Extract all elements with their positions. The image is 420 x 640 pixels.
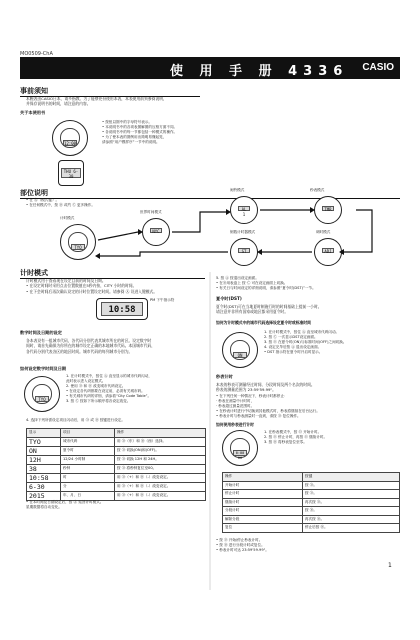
adjust-note — [26, 418, 206, 423]
stopwatch-bullet: · 秒表在测量中计时时， — [216, 399, 255, 403]
digital-set-heading: 如何设定数字时间及日期 — [20, 366, 67, 371]
watch-dst — [222, 332, 258, 368]
table-cell: 按 Ⓓ 切换 12H 和 24H。 — [115, 455, 206, 464]
right-footer-line: • 按 Ⓑ 进行分段计时或复位。 — [216, 543, 265, 547]
stopwatch-step: 1. 在秒表模式中，按 Ⓓ 开始计时。 — [264, 430, 322, 434]
doc-code: MO0509-ChA — [20, 51, 53, 57]
table-cell: 继续计时 — [223, 498, 303, 507]
dst-step: 4. 设定完毕后按 Ⓐ 退出设定画面。 — [264, 345, 322, 349]
intro-line-1: 本腕表由CASIO日本，请多指教。为了能够充份使用本表，本表使用前须参阅说明， — [26, 96, 167, 101]
table-header: 按键 — [303, 473, 400, 482]
table-row — [223, 498, 400, 507]
label-countdown: 倒数计时器模式 — [230, 230, 256, 234]
label-set: 调时模式 — [316, 230, 331, 234]
table-cell: 停止计时 — [223, 490, 303, 499]
digital-step: 此时表示进入设定模式。 — [66, 379, 106, 383]
watch-lcd: AL 1 — [238, 206, 249, 211]
table-cell: 用 Ⓓ（+）和 Ⓑ（-）改变设定。 — [115, 482, 206, 491]
digital-step: 2. 使用 Ⓓ 和 Ⓑ 改变城市代码设定。 — [66, 384, 126, 388]
right-step: • 在Ⓑ用表盘上 按 Ⓒ 可在设定画面上切换。 — [216, 281, 288, 285]
watch-lcd: TYO — [35, 396, 50, 402]
digital-steps — [66, 374, 206, 404]
table-note: • 在本时间及日期设定后，按 Ⓐ 返回计时模式。 — [26, 500, 104, 504]
watch-lcd: TMR — [322, 206, 333, 211]
digital-step: 1. 在计时模式中，按住 Ⓐ 直至显示的城市代码闪动， — [66, 374, 152, 378]
timekeeping-line: 计时模式用于查看现在设定目前的时间及日期。 — [26, 278, 106, 283]
table-cell-display: 10:58 — [27, 473, 61, 482]
table-row — [27, 491, 206, 500]
digital-step: 3. 按 Ⓒ 按如下所示顺序将各设定改变。 — [66, 399, 131, 403]
watch-stopwatch-illustration — [222, 430, 258, 466]
table-cell: 年、月、日 — [61, 491, 115, 500]
arrow-head — [138, 229, 143, 235]
table-header: 显示 — [27, 429, 61, 438]
table-cell: 城市代码 — [61, 437, 115, 446]
table-row — [27, 446, 206, 455]
digital-step: • 在设定各代码都要在设定前，必须有关城市码。 — [66, 389, 145, 393]
timekeeping-lcd: 10:58 — [101, 302, 143, 316]
stopwatch-heading: 秒表计时 — [216, 374, 233, 379]
stopwatch-bullet: · 秒表超过测量范围时。 — [216, 404, 255, 408]
stopwatch-bullet: • 秒表计时与秒表测量时一直到，请按 Ⓓ 复位操作。 — [216, 414, 301, 418]
arrow-head — [310, 207, 315, 213]
set-time-line: 各代码分别代表各区的地区时间。城市代码的每列城市分别为。 — [26, 348, 133, 354]
modes-heading: 部位说明 — [20, 188, 400, 199]
label-world-time: 世界时间模式 — [140, 210, 162, 214]
stopwatch-subheading: 如何使用秒表进行计时 — [216, 422, 254, 427]
table-cell: 复位 — [223, 524, 303, 533]
intro-line-2: 并保存说明书的时间，请注意的内容。 — [26, 101, 91, 107]
pm-indicator-label: PM 下午指示符 — [150, 298, 175, 302]
crown-bullet: 请参照“用户模样序”一节中的说明。 — [102, 140, 160, 144]
table-note: 星期数据将自动变化。 — [26, 505, 62, 509]
dst-line: 夏令时(DST)可在当地夏时制施行时的时间基础上提前一小时。 — [216, 304, 322, 309]
dst-line: 请注意并非所有国家或地区都采用夏令时。 — [216, 309, 289, 315]
table-cell: 按 Ⓓ。 — [303, 481, 400, 490]
watch-lcd: 12:00 — [63, 140, 77, 146]
label-stopwatch: 秒表模式 — [310, 188, 325, 192]
table-header: 操作 — [115, 429, 206, 438]
right-steps — [216, 276, 400, 291]
table-cell: 停止后按 Ⓑ。 — [303, 524, 400, 533]
watch-lcd-display — [96, 298, 148, 320]
arrow-head — [257, 249, 262, 255]
table-header-row — [223, 473, 400, 482]
crown-heading: 关于本使用书 — [20, 110, 46, 115]
table-cell-display: ON — [27, 446, 61, 455]
stopwatch-step: 3. 按 Ⓑ 将秒表复位至零。 — [264, 440, 307, 444]
stopwatch-line: 秒表的测量范围为 23:59'59.99"。 — [216, 387, 276, 393]
modes-note: • 在 Ⓐ（模式键）。 — [26, 198, 60, 202]
dst-step: 2. 按 Ⓒ 一次显示DST设定画面。 — [264, 335, 318, 339]
right-step: • 有关日与时间设定的详细说明，请参照“夏令时(DST)”一节。 — [216, 286, 316, 290]
table-notes — [26, 500, 206, 510]
table-row — [223, 507, 400, 516]
stopwatch-body — [216, 382, 400, 393]
watch-lcd: NYC — [150, 228, 161, 233]
table-row — [223, 524, 400, 533]
watch-lcd: ON — [233, 352, 248, 358]
stopwatch-bullets — [216, 394, 400, 419]
arrow-head — [95, 253, 100, 259]
manual-title: 使 用 手 册 4336 — [170, 64, 349, 79]
settings-table — [26, 428, 206, 501]
table-cell-display: 6-30 — [27, 482, 61, 491]
table-header: 操作 — [223, 473, 303, 482]
arrow-segment — [344, 210, 372, 252]
stopwatch-step: 2. 按 Ⓓ 停止计时，再按 Ⓓ 继续计时。 — [264, 435, 328, 439]
watch-lcd-2: THU 6-30 — [61, 168, 80, 178]
watch-lcd: TYO — [71, 244, 86, 250]
right-footer-line: • 秒表计时可达 23:59'59.99"。 — [216, 548, 269, 552]
stopwatch-steps — [264, 430, 400, 445]
set-time-line: 间时，请首先确保为你所在的城市设定正确的本地城市代码。本国城市代码， — [26, 343, 156, 349]
table-cell: 分段计时 — [223, 507, 303, 516]
table-cell: 开始计时 — [223, 481, 303, 490]
stopwatch-table — [222, 472, 400, 533]
table-cell-display: 12H — [27, 455, 61, 464]
table-cell-display: TYO — [27, 437, 61, 446]
crown-bullet: • 按钮以图中的字母符号表示。 — [102, 120, 152, 124]
table-cell: 12/24 小时制 — [61, 455, 115, 464]
stopwatch-line: 本表的秒表可测量经过时间、分段时间及两个名次的时间。 — [216, 382, 315, 387]
table-cell: 用 Ⓓ（+）和 Ⓑ（-）改变设定。 — [115, 473, 206, 482]
table-cell: 秒钟 — [61, 464, 115, 473]
crown-bullet: • 为了使本表的图例用出简明易懂起见， — [102, 135, 167, 139]
digital-step: • 有关城市代码的详细，请参看“City Code Table”。 — [66, 394, 152, 398]
table-cell: 夏令时 — [61, 446, 115, 455]
right-step: 5. 按 Ⓐ 按退出设定画面。 — [216, 276, 259, 280]
table-cell: 用 Ⓓ（东）和 Ⓑ（西）选择。 — [115, 437, 206, 446]
adjust-note-line: 4. 选择下列所需设定项目闪动后，用 Ⓓ 或 Ⓑ 按键进行设定。 — [26, 418, 125, 422]
table-cell-display: 2015 — [27, 491, 61, 500]
crown-bullet: • 各说明书中的每一节都包括一种模式的操作。 — [102, 130, 178, 134]
table-row — [27, 464, 206, 473]
set-time-heading: 数字时间及日期的设定 — [20, 330, 62, 335]
right-footer-line: • 按 Ⓓ 开始/停止秒表计时。 — [216, 538, 263, 542]
label-timekeeping: 计时模式 — [60, 216, 75, 220]
arrow-segment — [100, 252, 228, 256]
page-number: 1 — [388, 562, 392, 569]
table-header: 项目 — [61, 429, 115, 438]
set-time-body — [26, 338, 206, 354]
table-cell: 按 Ⓓ 将秒钟复位至00。 — [115, 464, 206, 473]
intro-heading: 事前须知 — [20, 86, 200, 97]
table-cell: 用 Ⓓ（+）和 Ⓑ（-）改变设定。 — [115, 491, 206, 500]
watch-lcd: ADJ — [322, 248, 333, 253]
table-cell: 分 — [61, 482, 115, 491]
timekeeping-heading: 计时模式 — [20, 268, 205, 279]
table-cell: 时 — [61, 473, 115, 482]
dst-step: 3. 按 Ⓓ 在夏令时(ON)与标准时间(OFF)之间切换。 — [264, 340, 347, 344]
table-cell: 再次按 Ⓑ。 — [303, 515, 400, 524]
arrow-head — [339, 249, 344, 255]
table-cell: 按 Ⓓ 切换(ON)和(OFF)。 — [115, 446, 206, 455]
stopwatch-bullet: • 在秒表计时进行中切换到其他模式时，秒表将继续在后台运行。 — [216, 409, 320, 413]
modes-note: • 在任何模式中，按 Ⓑ 或约 Ⓒ 更多操作。 — [26, 203, 95, 207]
brand-logo: CASIO — [362, 62, 394, 73]
table-row — [223, 490, 400, 499]
table-row — [27, 455, 206, 464]
watch-lcd: 0:00 00 — [233, 450, 248, 456]
right-footer — [216, 538, 400, 553]
table-cell: 再次按 Ⓓ。 — [303, 498, 400, 507]
watch-set-illustration — [24, 376, 60, 412]
watch-lcd: ST — [238, 248, 249, 253]
dst-body — [216, 304, 400, 315]
arrow-segment — [98, 232, 138, 240]
table-row — [223, 515, 400, 524]
dst-subheading: 如何为计时模式中的城市代码选择设定夏令时或标准时间 — [216, 320, 311, 325]
table-cell: 解除分段 — [223, 515, 303, 524]
table-cell: 按 Ⓑ。 — [303, 507, 400, 516]
timekeeping-line: • 在设定时间时采用点击位置数值在5秒内按，CITY 小时的时间。 — [26, 283, 137, 289]
arrow-head — [226, 209, 231, 215]
table-header-row — [27, 429, 206, 438]
table-row — [223, 481, 400, 490]
table-row — [27, 473, 206, 482]
crown-bullet: • 本说明书中的各项表图解图的压格方面不同。 — [102, 125, 178, 129]
dst-step: 1. 在计时模式中，按住 Ⓐ 直至城市代码闪动。 — [264, 330, 340, 334]
label-alarm: 闹铃模式 — [230, 188, 245, 192]
dst-steps — [264, 330, 400, 355]
dst-heading: 夏令时(DST) — [216, 296, 242, 301]
table-row — [27, 437, 206, 446]
set-time-line: 各本表设有一组城市代码，各代码分别代表其城市所在的时区。设定数字时 — [26, 338, 152, 343]
table-row — [27, 482, 206, 491]
dst-step: • DST 指示符在夏令时开启时显示。 — [264, 350, 323, 354]
timekeeping-body — [26, 278, 206, 294]
table-cell: 按 Ⓓ。 — [303, 490, 400, 499]
arrow-segment — [172, 212, 226, 232]
timekeeping-line: • 在下会时间后再次确认设定的计时位置设定时间。请参阅 Ⓐ 设进入键模式。 — [26, 288, 158, 294]
table-cell-display: 38 — [27, 464, 61, 473]
stopwatch-bullet: • 在下列任何一种情况下，秒表计时都停止： — [216, 394, 288, 398]
